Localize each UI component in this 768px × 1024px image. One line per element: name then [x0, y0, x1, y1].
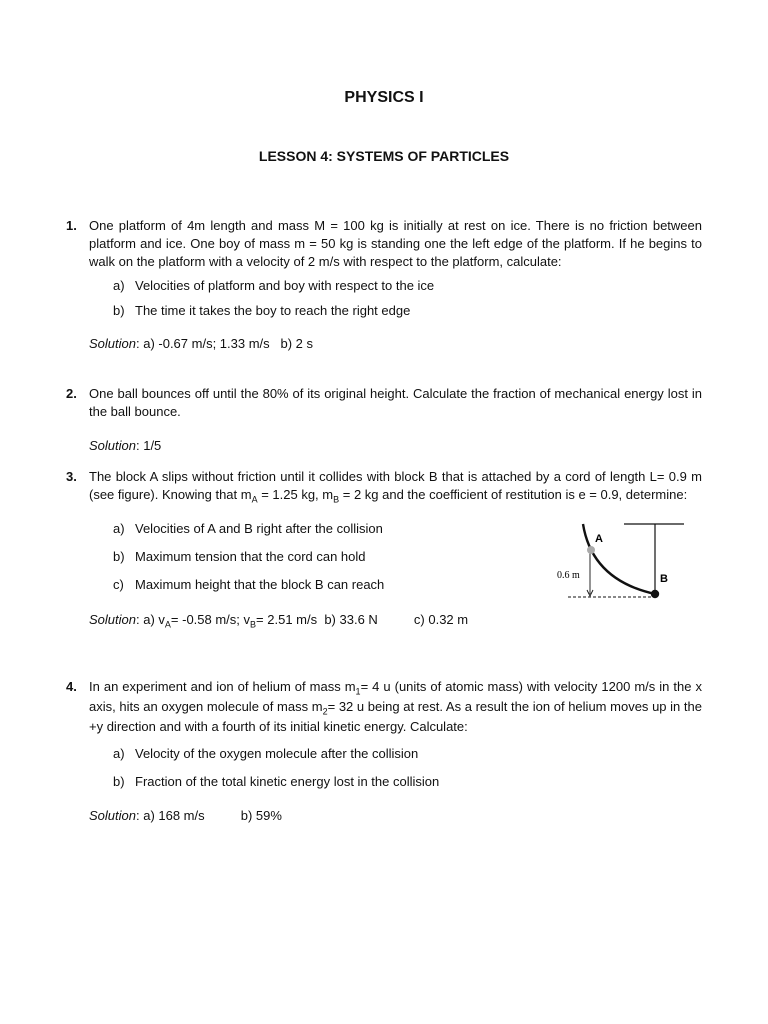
problem-number: 1.: [66, 218, 77, 233]
subscript-a: A: [164, 619, 171, 630]
item-text: Maximum height that the block B can reach: [135, 577, 385, 592]
subscript-2: 2: [322, 706, 328, 717]
solution-text: : a) 168 m/s b) 59%: [135, 808, 282, 823]
item-label: c): [113, 577, 124, 592]
list-item: [113, 277, 702, 295]
problem-text: One ball bounces off until the 80% of its original height. Calculate the fraction of mechanical energy lost in the ball bounce.: [89, 386, 702, 419]
problem-items: [113, 277, 702, 320]
label-a: A: [595, 533, 603, 545]
item-text: The time it takes the boy to reach the right edge: [135, 303, 411, 318]
list-item: [113, 302, 702, 320]
problem-number: 2.: [66, 386, 77, 401]
text-part: = 2 kg and the coefficient of restitution is e = 0.9, determine:: [339, 487, 688, 502]
item-label: b): [113, 774, 125, 789]
item-text: Fraction of the total kinetic energy lost in the collision: [135, 774, 440, 789]
solution-label: Solution: [89, 612, 136, 627]
subscript-b: B: [250, 619, 257, 630]
label-b: B: [660, 573, 668, 585]
item-label: b): [113, 303, 125, 318]
item-label: a): [113, 746, 125, 761]
subscript-a: A: [251, 494, 258, 505]
problem-text: [89, 677, 702, 737]
text-part: = 1.25 kg, m: [257, 487, 334, 502]
item-label: a): [113, 278, 125, 293]
solution: [89, 806, 702, 826]
solution-text: : a) v: [135, 612, 165, 627]
solution: [89, 437, 702, 455]
item-text: Velocity of the oxygen molecule after the collision: [135, 746, 419, 761]
text-part: In an experiment and ion of helium of mass m: [89, 679, 356, 694]
item-text: Velocities of platform and boy with respect to the ice: [135, 278, 435, 293]
problem-number: 3.: [66, 469, 77, 484]
solution-label: Solution: [89, 438, 136, 453]
lesson-subtitle: LESSON 4: SYSTEMS OF PARTICLES: [258, 148, 510, 164]
list-item: [113, 744, 702, 764]
text-part: = 32 u being at rest. As a result the ion of helium moves up in the +y direction and with a fourth of its initial kinetic energy. Calculate:: [89, 699, 702, 734]
block-a: [587, 546, 595, 554]
problem-1: [66, 217, 702, 353]
subscript-1: 1: [355, 686, 361, 697]
block-b: [651, 590, 659, 598]
item-text: Velocities of A and B right after the collision: [135, 521, 383, 536]
item-text: Maximum tension that the cord can hold: [135, 549, 366, 564]
text-part: The block A slips without friction until it collides with block B that is attached by a cord of length L= 0.9 m (see figure). Knowing that m: [89, 469, 702, 502]
solution-label: Solution: [89, 336, 136, 351]
text-part: = 4 u (units of atomic mass) with velocity 1200 m/s in the x axis, hits an oxygen molecule of mass m: [89, 679, 702, 714]
problem-items: [113, 744, 702, 792]
problem-number: 4.: [66, 679, 77, 694]
solution-text: = -0.58 m/s; v: [170, 612, 251, 627]
problem-text: [89, 468, 702, 504]
item-label: a): [113, 521, 125, 536]
solution-label: Solution: [89, 808, 136, 823]
ramp-curve: [583, 524, 655, 594]
solution: [89, 611, 702, 629]
height-label: 0.6 m: [557, 570, 580, 581]
problem-4: [66, 677, 702, 826]
item-label: b): [113, 549, 125, 564]
solution-text: : 1/5: [135, 438, 162, 453]
subscript-b: B: [333, 494, 340, 505]
pendulum-figure: [554, 518, 694, 608]
problem-text: One platform of 4m length and mass M = 100 kg is initially at rest on ice. There is no friction between platform and ice. One boy of mass m = 50 kg is standing one the left edge of the platform. If he begins to walk on the platform with a velocity of 2 m/s with respect to the platform, calculate:: [89, 218, 702, 269]
solution: [89, 335, 702, 353]
problem-2: [66, 385, 702, 455]
solution-text: = 2.51 m/s b) 33.6 N c) 0.32 m: [256, 612, 469, 627]
list-item: [113, 772, 702, 792]
solution-text: : a) -0.67 m/s; 1.33 m/s b) 2 s: [135, 336, 313, 351]
document-title: PHYSICS I: [344, 89, 424, 106]
